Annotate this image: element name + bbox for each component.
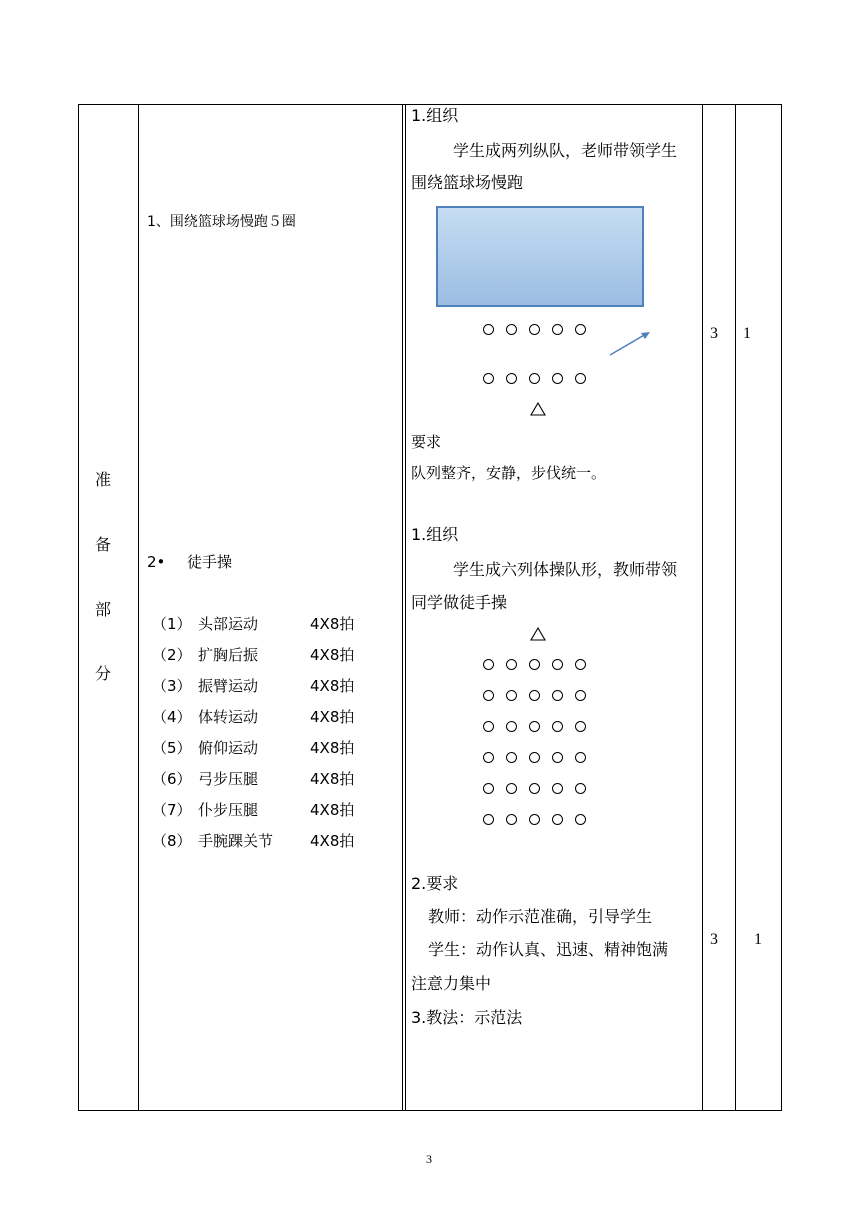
org2-student-requirement: 学生：动作认真、迅速、精神饱满 bbox=[428, 940, 669, 959]
exercise-name: 头部运动 bbox=[198, 615, 259, 633]
student-circle bbox=[506, 721, 517, 732]
exercise-name: 手腕踝关节 bbox=[198, 832, 274, 850]
student-circle bbox=[506, 690, 517, 701]
student-circle bbox=[483, 783, 494, 794]
student-circle bbox=[483, 324, 494, 335]
exercise-beat: 4X8拍 bbox=[310, 801, 355, 819]
student-circle bbox=[529, 783, 540, 794]
table-divider-4 bbox=[702, 104, 703, 1111]
student-circle bbox=[529, 324, 540, 335]
section-char-4: 分 bbox=[95, 664, 112, 683]
student-circle bbox=[575, 721, 586, 732]
org1-line-2: 围绕篮球场慢跑 bbox=[411, 173, 524, 192]
student-circle bbox=[552, 814, 563, 825]
student-circle bbox=[506, 659, 517, 670]
student-circle bbox=[483, 814, 494, 825]
time-row-2: 3 bbox=[710, 931, 718, 948]
table-border-right bbox=[781, 104, 782, 1111]
org2-heading: 1.组织 bbox=[411, 525, 459, 544]
student-circle bbox=[483, 690, 494, 701]
student-circle bbox=[575, 783, 586, 794]
teacher-triangle-icon bbox=[530, 402, 546, 416]
org2-requirement-heading: 2.要求 bbox=[411, 874, 459, 893]
direction-arrow-icon bbox=[606, 328, 654, 360]
table-border-bottom bbox=[78, 1110, 782, 1111]
student-row bbox=[483, 322, 603, 338]
table-border-left bbox=[78, 104, 79, 1111]
student-row bbox=[483, 781, 603, 797]
student-circle bbox=[506, 783, 517, 794]
student-circle bbox=[552, 373, 563, 384]
org2-line-1: 学生成六列体操队形，教师带领 bbox=[453, 560, 678, 579]
table-divider-3 bbox=[405, 104, 406, 1111]
student-circle bbox=[575, 690, 586, 701]
exercise-beat: 4X8拍 bbox=[310, 739, 355, 757]
student-circle bbox=[529, 814, 540, 825]
exercise-number: （1） bbox=[152, 615, 192, 633]
exercise-beat: 4X8拍 bbox=[310, 615, 355, 633]
exercise-name: 体转运动 bbox=[198, 708, 259, 726]
org2-teacher-requirement: 教师：动作示范准确，引导学生 bbox=[428, 907, 653, 926]
student-circle bbox=[529, 659, 540, 670]
section-char-2: 备 bbox=[95, 535, 112, 554]
org1-requirement-heading: 要求 bbox=[411, 433, 442, 451]
student-circle bbox=[575, 814, 586, 825]
time-row-1: 3 bbox=[710, 325, 718, 342]
content-item-2-number: 2• bbox=[147, 553, 166, 571]
content-item-1: 1、围绕篮球场慢跑５圈 bbox=[147, 214, 296, 230]
student-circle bbox=[483, 373, 494, 384]
table-divider-1 bbox=[138, 104, 139, 1111]
student-row bbox=[483, 657, 603, 673]
exercise-beat: 4X8拍 bbox=[310, 646, 355, 664]
org1-heading: 1.组织 bbox=[411, 106, 459, 125]
student-circle bbox=[529, 721, 540, 732]
student-circle bbox=[575, 752, 586, 763]
student-row bbox=[483, 688, 603, 704]
student-circle bbox=[506, 752, 517, 763]
exercise-number: （8） bbox=[152, 832, 192, 850]
page-number: 3 bbox=[426, 1152, 432, 1166]
student-circle bbox=[506, 814, 517, 825]
student-circle bbox=[529, 690, 540, 701]
student-row bbox=[483, 750, 603, 766]
exercise-number: （3） bbox=[152, 677, 192, 695]
teacher-triangle-icon bbox=[530, 627, 546, 641]
student-circle bbox=[529, 373, 540, 384]
count-row-1: 1 bbox=[743, 325, 751, 342]
student-circle bbox=[575, 659, 586, 670]
student-circle bbox=[552, 324, 563, 335]
student-circle bbox=[552, 721, 563, 732]
org1-line-1: 学生成两列纵队，老师带领学生 bbox=[453, 141, 678, 160]
table-divider-5 bbox=[735, 104, 736, 1111]
exercise-name: 扩胸后振 bbox=[198, 646, 259, 664]
student-row bbox=[483, 371, 603, 387]
exercise-beat: 4X8拍 bbox=[310, 832, 355, 850]
student-circle bbox=[506, 373, 517, 384]
table-divider-2 bbox=[402, 104, 403, 1111]
exercise-number: （6） bbox=[152, 770, 192, 788]
org1-requirement-text: 队列整齐，安静，步伐统一。 bbox=[411, 464, 607, 482]
student-circle bbox=[483, 659, 494, 670]
student-circle bbox=[575, 373, 586, 384]
section-char-3: 部 bbox=[95, 600, 112, 619]
student-row bbox=[483, 719, 603, 735]
exercise-beat: 4X8拍 bbox=[310, 770, 355, 788]
exercise-number: （2） bbox=[152, 646, 192, 664]
student-row bbox=[483, 812, 603, 828]
content-item-2-title: 徒手操 bbox=[187, 553, 233, 571]
exercise-name: 振臂运动 bbox=[198, 677, 259, 695]
student-circle bbox=[552, 690, 563, 701]
org2-line-2: 同学做徒手操 bbox=[411, 593, 508, 612]
exercise-number: （5） bbox=[152, 739, 192, 757]
student-circle bbox=[552, 659, 563, 670]
exercise-name: 弓步压腿 bbox=[198, 770, 259, 788]
student-circle bbox=[552, 783, 563, 794]
student-circle bbox=[575, 324, 586, 335]
student-circle bbox=[506, 324, 517, 335]
exercise-beat: 4X8拍 bbox=[310, 677, 355, 695]
student-circle bbox=[552, 752, 563, 763]
table-border-top bbox=[78, 104, 782, 105]
exercise-number: （4） bbox=[152, 708, 192, 726]
student-circle bbox=[529, 752, 540, 763]
student-circle bbox=[483, 752, 494, 763]
student-circle bbox=[483, 721, 494, 732]
exercise-number: （7） bbox=[152, 801, 192, 819]
basketball-court-diagram bbox=[436, 206, 644, 307]
exercise-beat: 4X8拍 bbox=[310, 708, 355, 726]
exercise-name: 仆步压腿 bbox=[198, 801, 259, 819]
org2-teaching-method: 3.教法：示范法 bbox=[411, 1008, 523, 1027]
org2-student-requirement-cont: 注意力集中 bbox=[411, 974, 492, 993]
count-row-2: 1 bbox=[754, 931, 762, 948]
section-char-1: 准 bbox=[95, 470, 112, 489]
exercise-name: 俯仰运动 bbox=[198, 739, 259, 757]
